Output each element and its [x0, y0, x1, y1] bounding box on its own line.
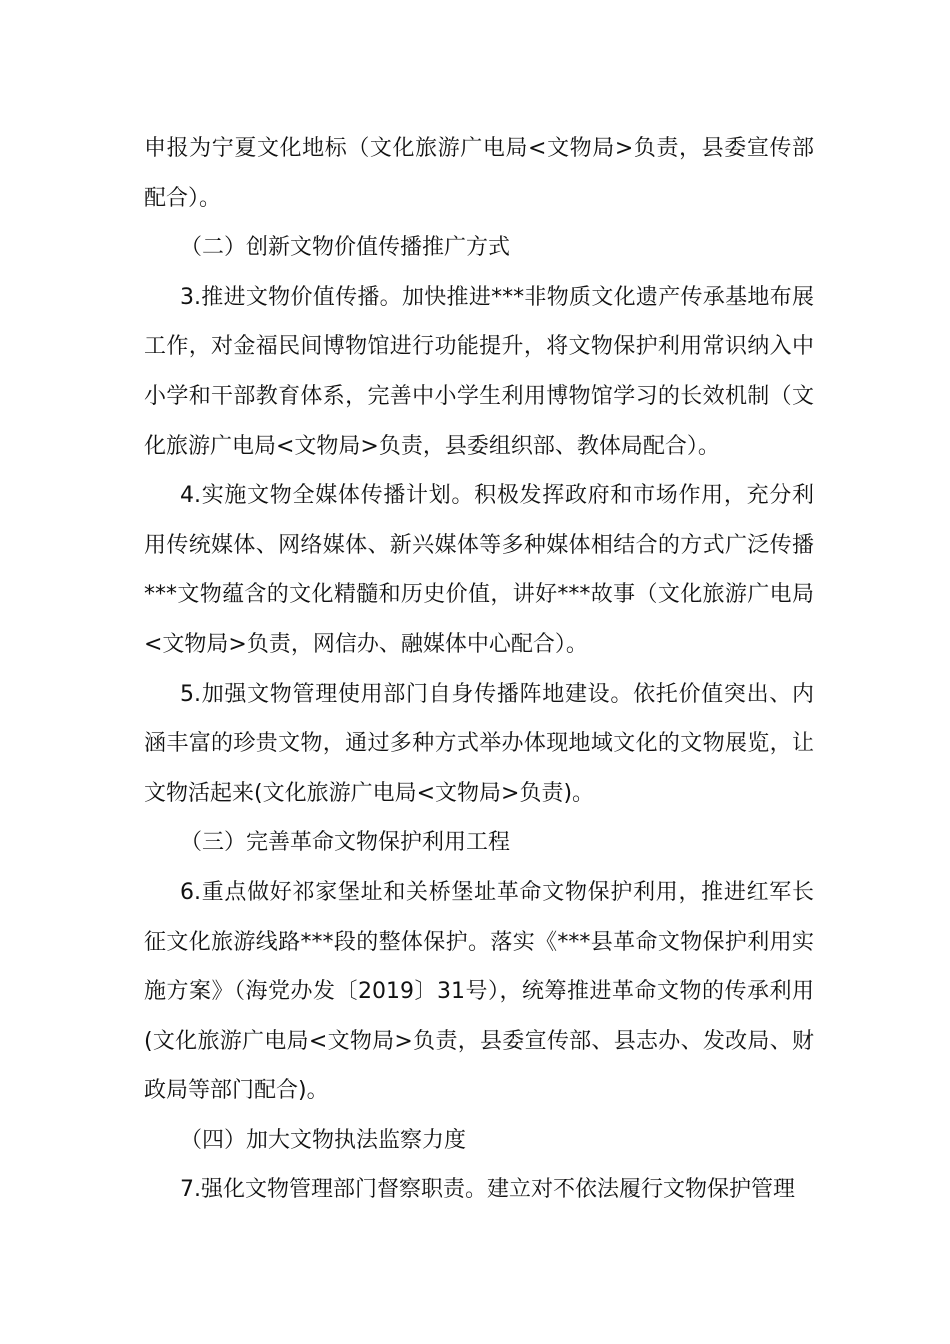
paragraph-item-4: 4.实施文物全媒体传播计划。积极发挥政府和市场作用，充分利用传统媒体、网络媒体、新兴媒体等多种媒体相结合的方式广泛传播***文物蕴含的文化精髓和历史价值，讲好***故事（文化旅游广电局<文物局>负责，网信办、融媒体中心配合）。: [144, 483, 814, 657]
section-heading-2: （二）创新文物价值传播推广方式: [180, 235, 511, 261]
paragraph-item-5: 5.加强文物管理使用部门自身传播阵地建设。依托价值突出、内涵丰富的珍贵文物，通过多种方式举办体现地域文化的文物展览，让文物活起来(文化旅游广电局<文物局>负责)。: [144, 681, 814, 806]
paragraph-continuation: 申报为宁夏文化地标（文化旅游广电局<文物局>负责，县委宣传部配合）。: [144, 136, 814, 211]
section-heading-3: （三）完善革命文物保护利用工程: [180, 830, 511, 856]
section-heading-4: （四）加大文物执法监察力度: [180, 1127, 467, 1153]
paragraph-item-3: 3.推进文物价值传播。加快推进***非物质文化遗产传承基地布展工作，对金福民间博物馆进行功能提升，将文物保护利用常识纳入中小学和干部教育体系，完善中小学生利用博物馆学习的长效机制（文化旅游广电局<文物局>负责，县委组织部、教体局配合）。: [144, 284, 814, 459]
paragraph-item-6: 6.重点做好祁家堡址和关桥堡址革命文物保护利用，推进红军长征文化旅游线路***段的整体保护。落实《***县革命文物保护利用实施方案》（海党办发〔2019〕31号），统筹推进革命文物的传承利用(文化旅游广电局<文物局>负责，县委宣传部、县志办、发改局、财政局等部门配合)。: [144, 879, 814, 1104]
paragraph-item-7: 7.强化文物管理部门督察职责。建立对不依法履行文物保护管理: [180, 1177, 795, 1203]
document-body: [144, 124, 814, 1215]
